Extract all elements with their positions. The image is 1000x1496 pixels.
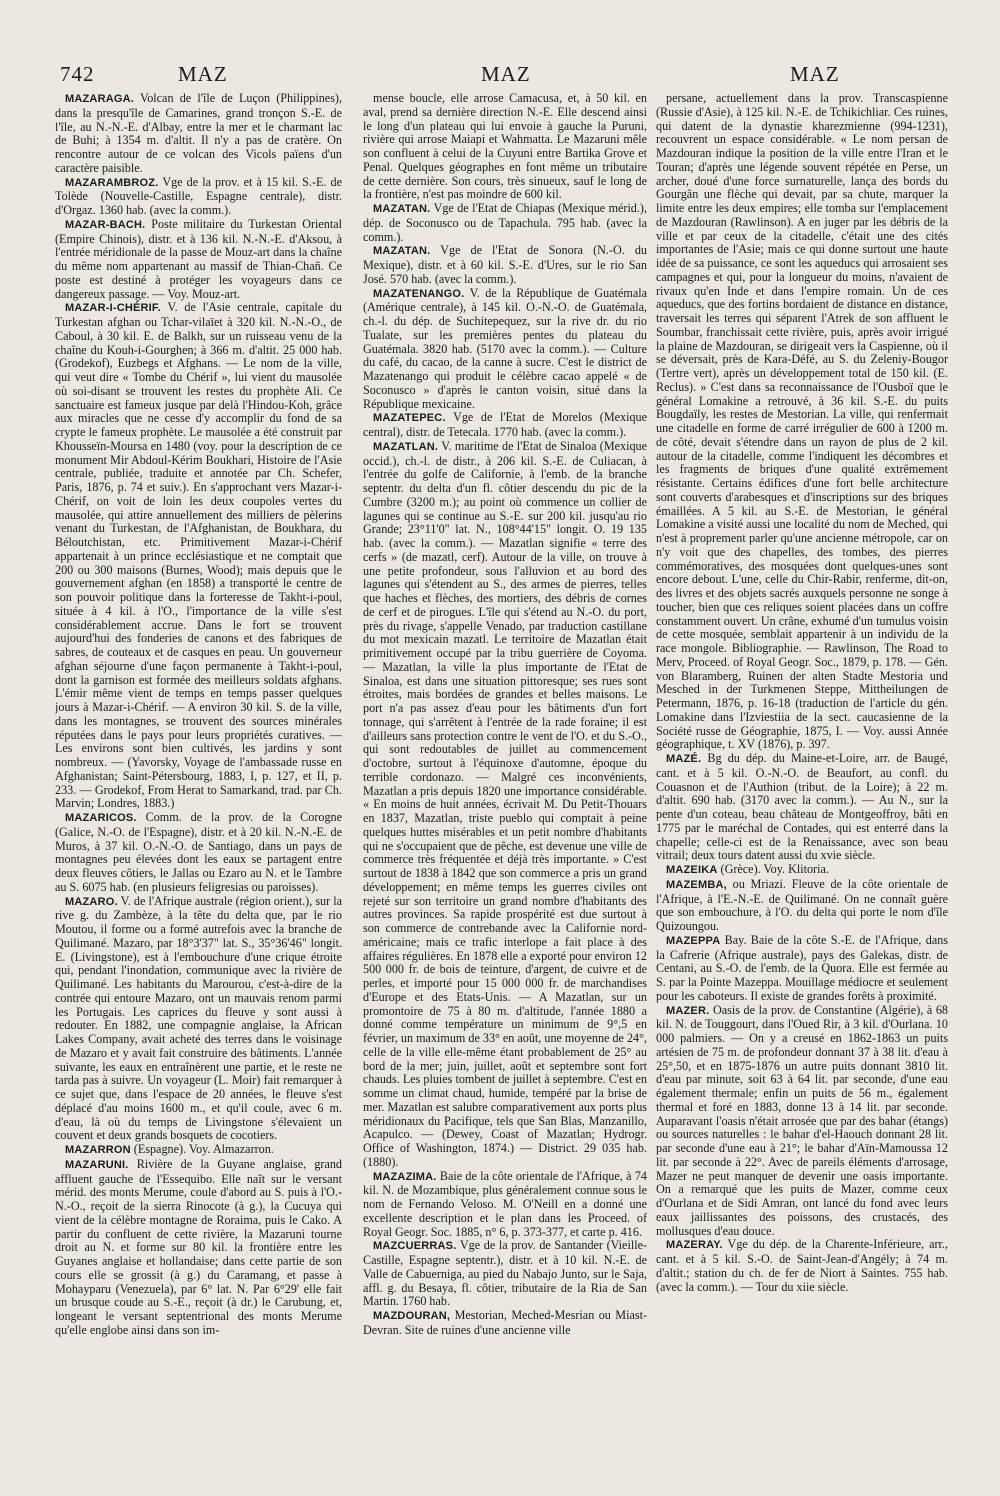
dictionary-entry xyxy=(656,752,948,863)
dictionary-entry xyxy=(656,934,948,1004)
entry-text: Vge de la prov. de Santander (Vieille-Castille, Espagne septentr.), distr. et à 10 kil. N.-E. de Valle de Cabuerniga, au pied du Nabajo Junto, sur le Saja, affl. g. du Besaya, fl. côtier, tributaire de la Ria de San Martin. 1760 hab. xyxy=(363,1238,647,1309)
entry-text: ou Mriazi. Fleuve de la côte orientale de l'Afrique, à l'E.-N.-E. de Quilimané. On ne connaît guère que son embouchure, à l'O. du delta qui porte le nom d'île Quizoungou. xyxy=(656,876,948,933)
entry-text: Vge de l'Etat de Morelos (Mexique central), distr. de Tetecala. 1770 hab. (avec la comm.). xyxy=(363,410,647,439)
entry-headword: MAZEPPA xyxy=(666,934,721,947)
running-head-left: MAZ xyxy=(178,62,228,86)
entry-headword: MAZATLAN. xyxy=(373,440,439,453)
dictionary-entry xyxy=(55,1143,342,1158)
entry-text: Vge du dép. de la Charente-Inférieure, arr., cant. et à 5 kil. S.-O. de Saint-Jean-d'Angély; à 74 m. d'altit.; station du ch. de fer de Niort à Saintes. 755 hab. (avec la comm.). — Tour du xiie siècle. xyxy=(656,1237,948,1294)
entry-text: Vge de l'Etat de Sonora (N.-O. du Mexique), distr. et à 60 kil. S.-E. d'Ures, sur le rio San José. 570 hab. (avec la comm.). xyxy=(363,243,647,286)
entry-text: V. de l'Afrique australe (région orient.), sur la rive g. du Zambèze, à la tête du delta que, par le rio Moutou, il forme ou a formé autrefois avec la branche de Quilimané. Mazaro, par 18°3'37" lat. S., 35°36'46" longit. E. (Livingstone), est à l'embouchure d'une crique étroite qui, pendant l'inondation, communique avec la rivière de Quilimané. Les habitants du Marourou, c'est-à-dire de la contrée qui entoure Mazaro, ont un mauvais renom parmi les Portugais. Les caprices du fleuve y sont aussi à redouter. En 1882, une compagnie anglaise, la African Lakes Company, avait acheté des terres dans le voisinage de Mazaro et y avait fait construire des bâtiments. L'année suivante, les eaux en entraînèrent une partie, et le reste ne tarda pas à suivre. Un voyageur (L. Moir) fait remarquer à ce sujet que, dans l'espace de 20 années, le fleuve s'est déplacé d'au moins 1600 m., et qu'il coule, avec 6 m. d'eau, là où du temps de Livingstone s'élevaient un couvent et deux grands bosquets de cocotiers. xyxy=(55,893,342,1143)
dictionary-entry xyxy=(656,878,948,934)
dictionary-entry xyxy=(55,218,342,302)
entry-headword: MAZARAMBROZ. xyxy=(65,176,159,189)
entry-text: Comm. de la prov. de la Corogne (Galice, N.-O. de l'Espagne), distr. et à 20 kil. N.-N.-E. de Muros, à 37 kil. O.-N.-O. de Santiago, dans un pays de montagnes peu élevées dont les eaux se partagent entre deux fleuves côtiers, le Jallas ou Ezaro au N. et le Tambre au S. 6075 hab. (en plusieurs feligresias ou paroisses). xyxy=(55,810,342,894)
entry-headword: MAZCUERRAS. xyxy=(373,1240,457,1253)
entry-headword: MAZATENANGO. xyxy=(373,287,465,300)
entry-headword: MAZDOURAN, xyxy=(373,1310,451,1322)
dictionary-entry xyxy=(55,301,342,811)
dictionary-entry xyxy=(656,863,948,878)
dictionary-entry xyxy=(55,176,342,218)
entry-headword: MAZER. xyxy=(666,1004,710,1017)
dictionary-entry xyxy=(55,92,342,176)
entry-headword: MAZATAN. xyxy=(373,203,431,215)
entry-text: V. maritime de l'Etat de Sinaloa (Mexique occid.), ch.-l. de distr., à 206 kil. S.-E. de Culiacan, à l'entrée du golfe de Californie, à l'emb. de la branche septentr. du delta d'un fl. côtier descendu du pic de la Cumbre (3200 m.); au point où commence un collier de lagunes qui se continue au S.-E. sur 200 kil. jusqu'au rio Grande; 23°11'0" lat. N., 108°44'15" longit. O. 19 135 hab. (avec la comm.). — Mazatlan signifie « terre des cerfs » (de mazatl, cerf). Autour de la ville, on trouve à une petite profondeur, sous l'alluvion et au bord des lagunes qui s'étendent au S., des armes de pierres, telles que haches et flèches, des mortiers, des débris de cornes de cerf et de pirogues. L'île qui s'étend au N.-O. du port, près du rivage, s'appelle Venado, par traduction castillane du mot mexicain mazatl. Le territoire de Mazatlan était primitivement occupé par la tribu guerrière de Coyoma. — Mazatlan, la ville la plus importante de l'Etat de Sinaloa, est dans une situation pittoresque; ses rues sont étroites, mais bordées de grandes et belles maisons. Le port n'a pas assez d'eau pour les bâtiments d'un fort tonnage, qui s'arrêtent à l'entrée de la rade foraine; il est d'ailleurs sans protection contre le vent de l'O. et du S.-O., qui sont redoutables de juillet au commencement d'octobre, surtout à l'équinoxe d'automne, époque du terrible cordonazo. — Malgré ces inconvénients, Mazatlan a pris depuis 1820 une importance considérable. « En moins de huit années, écrivait M. Du Petit-Thouars en 1837, Mazatlan, triste pueblo qui comptait à peine quelques huttes misérables et un petit nombre d'habitants qui ne s'occupaient que de pêche, est devenue une ville de commerce très fréquentée et déjà très importante. » C'est surtout de 1838 à 1842 que son commerce a pris un grand développement; en même temps les guerres civiles ont rejeté sur son territoire un grand nombre d'habitants des autres provinces. Sa rapide prospérité est due surtout à son commerce de contrebande avec la Californie nord-américaine; mais ce trafic interlope a fait place à des affaires régulières. En 1878 elle a exporté pour environ 12 500 000 fr. de bois de teinture, d'argent, de cuivre et de perles, et importé pour 15 000 000 fr. de marchandises d'Europe et des Etats-Unis. — A Mazatlan, sur un promontoire de 75 à 80 m. d'altitude, l'année 1880 a donné comme température un minimum de 9°,5 en février, un maximum de 33° en août, une moyenne de 24°, celle de la ville elle-même étant probablement de 25° au bord de la mer; juin, juillet, août et septembre sont fort chauds. Les pluies tombent de juillet à septembre. C'est en somme un climat chaud, humide, tempéré par la brise de mer. Mazatlan est salubre comparativement aux ports plus méridionaux du Pacifique, tels que San Blas, Manzanillo, Acapulco. — (Dewey, Coast of Mazatlan; Hydrogr. Office of Washington, 1874.) — District. 29 035 hab. (1880). xyxy=(363,438,647,1169)
entry-headword: MAZATAN. xyxy=(373,245,431,258)
text-column-right xyxy=(656,92,948,1482)
entry-text: Rivière de la Guyane anglaise, grand affluent gauche de l'Essequibo. Elle naît sur le versant mérid. des monts Merume, coule d'abord au S. puis à l'O.-N.-O., reçoit de la sierra Rinocote (à g.), la Cucuya qui vient de la célèbre montagne de Roraima, puis le Cako. A partir du confluent de cette rivière, la Mazaruni tourne droit au N. et forme sur 80 kil. la frontière entre les Guyanes anglaise et hollandaise; dans cette partie de son cours elle se grossit (à g.) du Caramang, et passe à Mohayparu (Venezuela), par 6° lat. N. Par 6°29' elle fait un brusque coude au S.-E., reçoit (à dr.) le Carubung, et, longeant le versant septentrional des monts Merume qu'elle englobe ainsi dans son im- xyxy=(55,1156,342,1337)
entry-headword: MAZEIKA xyxy=(666,864,718,876)
dictionary-entry xyxy=(55,1158,342,1338)
entry-headword: MAZARRON xyxy=(65,1144,131,1156)
dictionary-entry xyxy=(363,1170,647,1240)
entry-text: (Espagne). Voy. Almazarron. xyxy=(130,1142,274,1156)
page-number: 742 xyxy=(60,62,95,86)
dictionary-entry xyxy=(363,440,647,1170)
entry-headword: MAZARO. xyxy=(65,895,118,908)
running-head-center: MAZ xyxy=(481,62,531,86)
dictionary-entry xyxy=(363,411,647,440)
entry-headword: MAZATEPEC. xyxy=(373,412,446,425)
dictionary-entry xyxy=(55,811,342,895)
dictionary-entry xyxy=(363,244,647,286)
dictionary-entry xyxy=(363,1309,647,1338)
running-head-right: MAZ xyxy=(790,62,840,86)
entry-headword: MAZAR-I-CHÉRIF. xyxy=(65,302,161,315)
text-column-middle xyxy=(363,92,647,1482)
entry-text: Vge de l'Etat de Chiapas (Mexique mérid.), dép. de Soconusco ou de Tapachula. 795 hab. (avec la comm.). xyxy=(363,201,647,244)
entry-text: Volcan de l'île de Luçon (Philippines), dans la presqu'île de Camarines, grand tronçon S.-E. de l'île, au N.-N.-E. d'Albay, entre la mer et le charmant lac de Buhi; à 1354 m. d'altit. Il n'y a pas de cratère. On rencontre autour de ce volcan des Vicols païens d'un caractère paisible. xyxy=(55,92,342,175)
entry-text: Baie de la côte orientale de l'Afrique, à 74 kil. N. de Mozambique, plus généralement connue sous le nom de Fernando Veloso. M. O'Neill en a donné une excellente description et le plan dans les Proceed. of Royal Geogr. Soc. 1885, n° 6, p. 373-377, et carte p. 416. xyxy=(363,1168,647,1239)
entry-text: (Grèce). Voy. Klitoria. xyxy=(717,862,829,876)
dictionary-entry xyxy=(363,202,647,244)
dictionary-entry xyxy=(656,1238,948,1294)
dictionary-entry xyxy=(363,287,647,412)
entry-text: Mestorian, Meched-Mesrian ou Miast-Devran. Site de ruines d'une ancienne ville xyxy=(363,1308,647,1337)
entry-text: Oasis de la prov. de Constantine (Algérie), à 68 kil. N. de Touggourt, dans l'Oued Rir, à 3 kil. d'Ourlana. 10 000 palmiers. — On y a creusé en 1862-1863 un puits artésien de 75 m. de profondeur donnant 37 à 38 lit. d'eau à 25°,50, et en 1875-1876 un autre puits donnant 3810 lit. d'eau par minute, soit 63 à 64 lit. par seconde, d'une eau également thermale; enfin un puits de 56 m., également thermal et foré en 1883, donne 13 à 14 lit. par seconde. Auparavant l'oasis n'était arrosée que par des bahar (étangs) ou sources naturelles : le bahar d'el-Haouch donnant 28 lit. par seconde d'une eau à 21°; le bahar d'Aïn-Mamoussa 12 lit. par seconde à 22°. Avec de pareils éléments d'arrosage, Mazer ne peut manquer de devenir une oasis importante. On a remarqué que les puits de Mazer, comme ceux d'Ourlana et de Sidi Amran, ont lancé du fond avec leurs eaux jaillissantes des poissons, des crustacés, des mollusques d'eau douce. xyxy=(656,1002,948,1238)
entry-headword: MAZÉ. xyxy=(666,753,702,765)
entry-headword: MAZEMBA, xyxy=(666,878,727,891)
entry-headword: MAZARUNI. xyxy=(65,1158,129,1171)
entry-headword: MAZERAY. xyxy=(666,1239,723,1252)
entry-text: persane, actuellement dans la prov. Transcaspienne (Russie d'Asie), à 125 kil. N.-E. de Tchikichliar. Ces ruines, qui datent de la dynastie kharezmienne (994-1231), recouvrent un espace considérable. « Le nom persan de Mazdouran indique la position de la ville entre l'Iran et le Touran; d'après une légende souvent répétée en Perse, un archer, doué d'une force surnaturelle, lança des bords du Gourgân une flèche qui devait, par sa chute, marquer la limite entre les deux empires; elle tomba sur l'emplacement de Mazdouran (Rawlinson). A en juger par les débris de la ville et par ceux de la citadelle, c'était une des cités importantes de l'Asie; mais ce qui donne surtout une haute idée de sa puissance, ce sont les aqueducs qui arrosaient ses campagnes et qui, pour la longueur du moins, n'avaient de rivaux qu'en Inde et dans l'empire romain. Un de ces aqueducs, que des fortins bordaient de distance en distance, traversait les terres qui séparent l'Atrek de son affluent le Soumbar, franchissait cette rivière, puis, après avoir irrigué la plaine de Mazdouran, se dirigeait vers la Caspienne, où il se déversait, près de Kara-Défé, au S. du Zeleniy-Bougor (Tertre vert), après un développement total de 150 kil. (E. Reclus). » C'est dans sa reconnaissance de l'Ousboï que le général Lomakine a retrouvé, à 36 kil. S.-E. du puits Bougdaïly, les restes de Mestorian. La ville, qui renfermait une citadelle en forme de carré irrégulier de 600 à 1200 m. de côté, devait s'étendre dans un rayon de plus de 2 kil. autour de la citadelle, comme l'indiquent les décombres et les fragments de briques d'une qualité extrêmement résistante. Certains édifices d'une fort belle architecture sont couverts d'arabesques et d'inscriptions sur des briques émaillées. A 5 kil. au S.-E. de Mestorian, le général Lomakine a visité aussi une localité du nom de Meched, qui n'est à proprement parler qu'une ancienne métropole, car on n'y voit que des chapelles, des tombes, des pierres commémoratives, des mosquées dont quelques-unes sont encore debout. L'une, celle du Chir-Rabir, renferme, dit-on, des livres et des objets sacrés auxquels personne ne songe à toucher, bien que ces reliques soient placées dans un coffre constamment ouvert. Un crâne, exhumé d'un tumulus voisin de cette mosquée, semblait appartenir à un individu de la race mongole. Bibliographie. — Rawlinson, The Road to Merv, Proceed. of Royal Geogr. Soc., 1879, p. 178. — Gén. von Blaramberg, Ruinen der alten Stadte Mestoria und Mesched in der Turkmenen Steppe, Mittheilungen de Petermann, 1876, p. 16-18 (traduction de l'article du gén. Lomakine dans l'Izviestiia de la sect. caucasienne de la Société russe de Géographie, 1875, I. — Voy. aussi Année géographique, t. XV (1876), p. 397. xyxy=(656,92,948,752)
dictionary-entry xyxy=(656,92,948,752)
entry-text: Poste militaire du Turkestan Oriental (Empire Chinois), distr. et à 136 kil. N.-N.-E. d'Aksou, à l'entrée méridionale de la passe de Mouz-art dans la chaîne du même nom appartenant au massif de Thian-Chañ. Ce poste est destiné à protéger les voyageurs dans ce dangereux passage. — Voy. Mouz-art. xyxy=(55,216,342,301)
entry-headword: MAZAR-BACH. xyxy=(65,218,146,231)
entry-text: V. de la République de Guatémala (Amérique centrale), à 145 kil. O.-N.-O. de Guatémala, ch.-l. du dép. de Suchitepequez, sur la rive dr. du rio Tualate, sur les premières pentes du plateau du Guatémala. 3820 hab. (5170 avec la comm.). — Culture du café, du cacao, de la canne à sucre. C'est le district de Mazatenango qui produit le célèbre cacao appelé « de Soconusco » d'après le canton voisin, situé dans la République mexicaine. xyxy=(363,285,647,411)
dictionary-entry xyxy=(55,895,342,1144)
entry-headword: MAZARICOS. xyxy=(65,812,137,824)
dictionary-entry xyxy=(363,92,647,202)
entry-text: Bay. Baie de la côte S.-E. de l'Afrique, dans la Cafrerie (Afrique australe), pays des Galekas, distr. de Centani, au S.-O. de l'emb. de la Quora. Elle est fermée au S. par la Pointe Mazeppa. Mouillage médiocre et seulement pour les caboteurs. Il existe de grandes forêts à proximité. xyxy=(656,932,948,1003)
entry-text: mense boucle, elle arrose Camacusa, et, à 50 kil. en aval, prend sa dernière direction N.-E. Elle descend ainsi le long d'un plateau qui lui envoie à gauche la Puruni, rivière qui arrose Maiapi et Wahmatta. Le Mazaruni mêle son confluent à celui de la Cuyuni entre Bartika Grove et Penal. Quelques géographes en font même un tributaire de cette dernière. Son cours, très sinueux, sauf le long de la frontière, n'est pas moindre de 600 kil. xyxy=(363,92,647,202)
entry-text: V. de l'Asie centrale, capitale du Turkestan afghan ou Tchar-vilaïet à 320 kil. N.-N.-O., de Caboul, à 30 kil. E. de Balkh, sur un ruisseau venu de la chaîne du Kouh-i-Gourghen; à 366 m. d'altit. 25 000 hab. (Grodekof), Euzbegs et Afghans. — Le nom de la ville, qui veut dire « Tombe du Chérif », lui vient du mausolée où soi-disant se trouvent les restes du prophète Ali. Ce sanctuaire est fameux jusque par delà l'Hindou-Koh, grâce aux miracles que ne cesse d'y accomplir du fond de sa crypte le fameux prophète. Le mausolée a été construit par Khousseïn-Moursa en 1480 (voy. pour la description de ce monument Mir Abdoul-Kérim Boukhari, Histoire de l'Asie centrale, publiée, traduite et annotée par Ch. Schefer, Paris, 1876, p. 74 et suiv.). En s'approchant vers Mazar-i-Chérif, on voit de loin les deux coupoles vertes du mausolée, qui attire annuellement des milliers de pèlerins venant du Turkestan, de l'Afghanistan, de Boukhara, du Béloutchistan, etc. Primitivement Mazar-i-Chérif appartenait à un prince ecclésiastique et ne comptait que 200 ou 300 maisons (Burnes, Wood); mais depuis que le gouvernement afghan (en 1858) a transporté le centre de son pouvoir politique dans la forteresse de Takht-i-poul, située à 4 kil. à l'O., l'importance de la ville s'est considérablement accrue. Dans le fort se trouvent aujourd'hui des fonderies de canons et des fabriques de sabres, de couteaux et de casques en peau. Un gouverneur afghan séjourne d'une façon permanente à Takht-i-poul, dont la garnison est formée des meilleurs soldats afghans. L'émir même vient de temps en temps passer quelques jours à Mazar-i-Chérif. — A environ 30 kil. S. de la ville, dans les montagnes, se trouvent des sources minérales réputées dans le pays pour leurs propriétés curatives. — Les environs sont bien cultivés, les jardins y sont nombreux. — (Yavorsky, Voyage de l'ambassade russe en Afghanistan; Saint-Pétersbourg, 1883, I, p. 127, et II, p. 233. — Grodekof, From Herat to Samarkand, trad. par Ch. Marvin; Londres, 1883.) xyxy=(55,300,342,811)
entry-text: Bg du dép. du Maine-et-Loire, arr. de Baugé, cant. et à 5 kil. O.-N.-O. de Beaufort, au confl. du Couasnon et de l'Authion (tribut. de la Loire); à 22 m. d'altit. 690 hab. (3170 avec la comm.). — Au N., sur la pente d'un coteau, beau château de Montgeoffroy, bâti en 1775 par le maréchal de Contades, qui est enterré dans la chapelle; celle-ci est de la Renaissance, avec son beau vitrail; deux tours datent aussi du xvie siècle. xyxy=(656,751,948,863)
dictionary-entry xyxy=(363,1239,647,1309)
dictionary-entry xyxy=(656,1004,948,1239)
entry-headword: MAZAZIMA. xyxy=(373,1170,437,1183)
entry-text: Vge de la prov. et à 15 kil. S.-E. de Tolède (Nouvelle-Castille, Espagne centrale), distr. d'Orgaz. 1360 hab. (avec la comm.). xyxy=(55,174,342,217)
text-column-left xyxy=(55,92,342,1482)
entry-headword: MAZARAGA. xyxy=(65,93,135,105)
